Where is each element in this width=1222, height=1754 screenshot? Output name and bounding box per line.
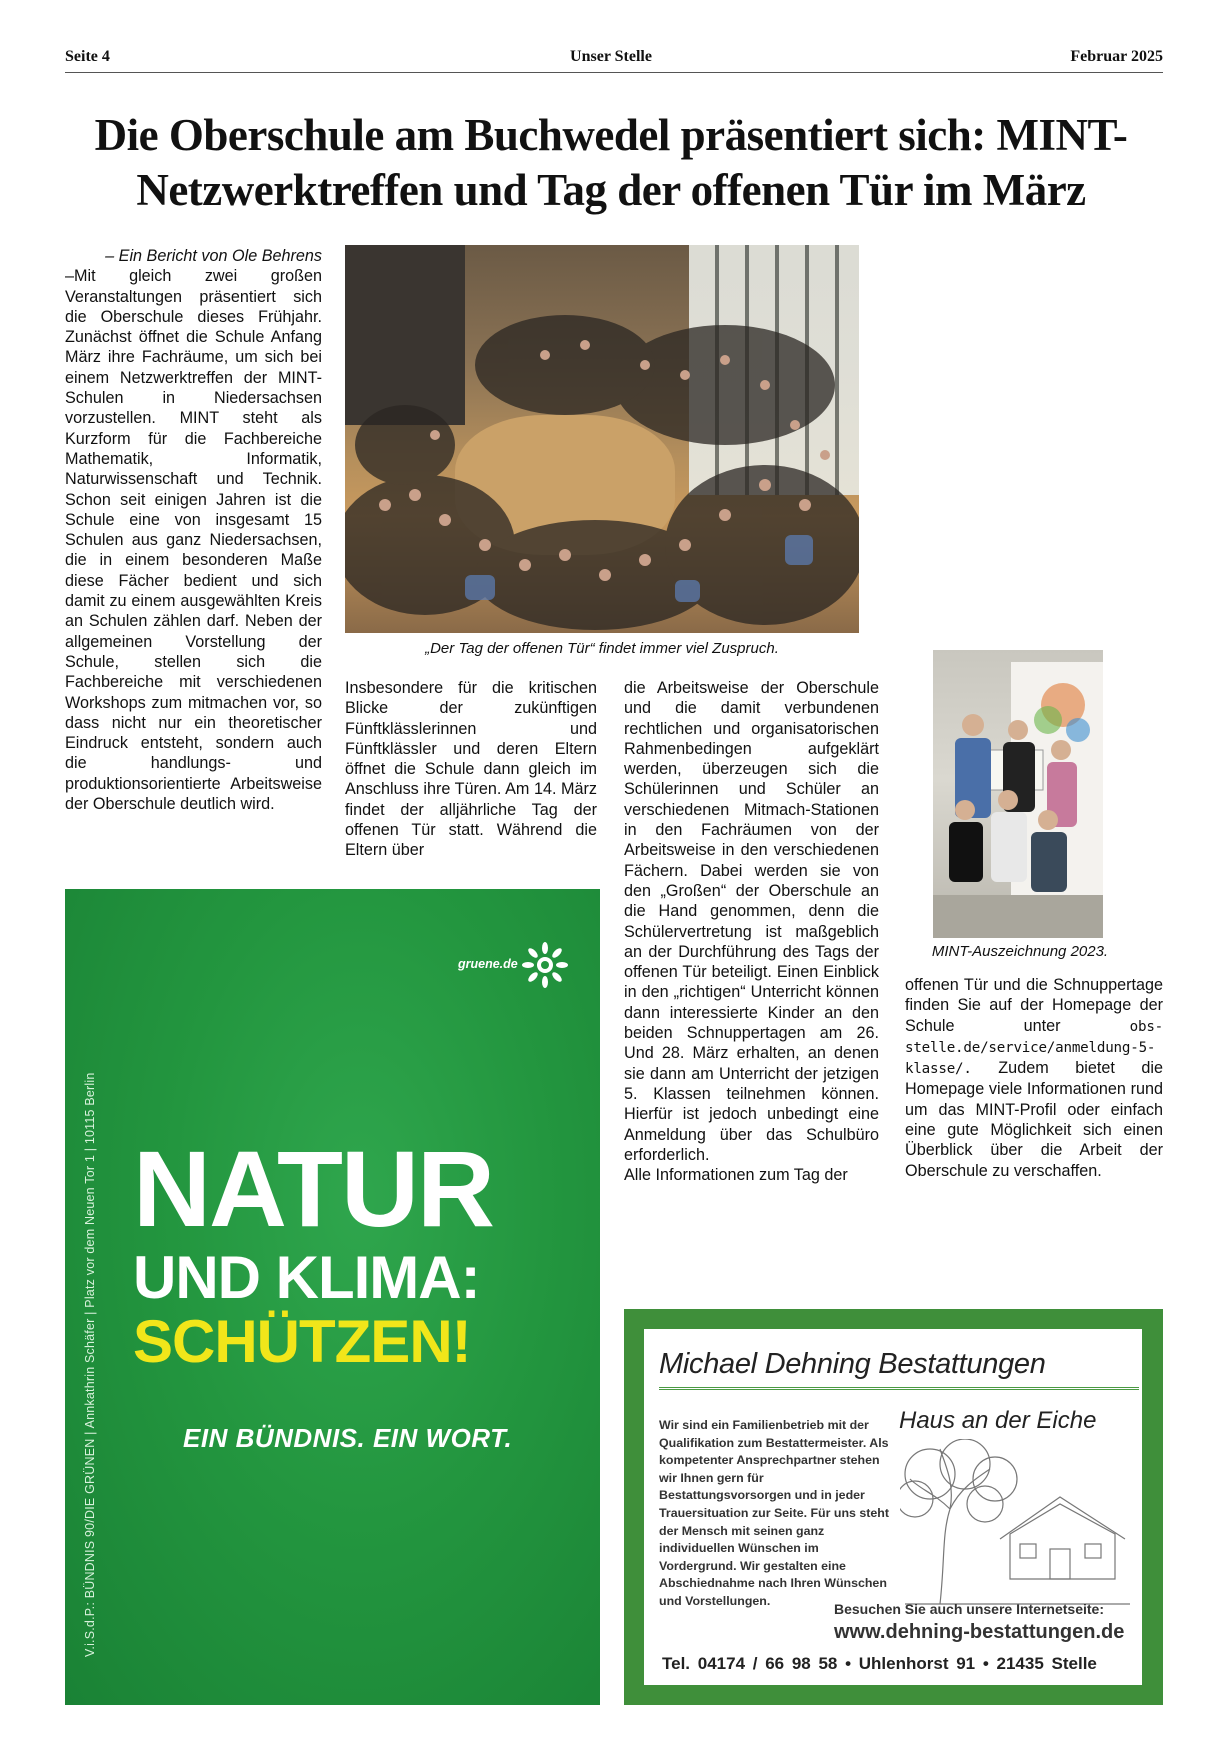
funeral-company-name: Michael Dehning Bestattungen xyxy=(659,1348,1046,1380)
column-4-text-b: Zudem bietet die Homepage viele Informationen rund um das MINT-Profil oder einfach eine gute Möglichkeit sich einen Überblick über die Arbeit der Oberschule zu verschaffen. xyxy=(905,1059,1163,1180)
title-line-2: Netzwerktreffen und Tag der offenen Tür im März xyxy=(136,165,1086,215)
crowd-illustration xyxy=(345,245,859,633)
caption-mint-award: MINT-Auszeichnung 2023. xyxy=(931,943,1109,960)
funeral-website[interactable]: www.dehning-bestattungen.de xyxy=(834,1621,1125,1643)
funeral-subtitle: Haus an der Eiche xyxy=(899,1407,1097,1434)
issue-date: Februar 2025 xyxy=(1070,48,1163,65)
funeral-visit-text: Besuchen Sie auch unsere Internetseite: xyxy=(834,1601,1104,1617)
ad-dehning-bestattungen xyxy=(624,1309,1163,1705)
byline: – Ein Bericht von Ole Behrens xyxy=(105,247,322,265)
ad-headline-2: UND KLIMA: xyxy=(133,1244,480,1311)
column-3-text-2: Alle Informationen zum Tag der xyxy=(624,1166,848,1185)
header-rule xyxy=(65,72,1163,73)
ad-headline-1: NATUR xyxy=(133,1128,493,1249)
column-1-text: –Mit gleich zwei großen Veranstaltungen präsentiert sich die Oberschule dieses Frühjahr. Zunächst öffnet die Schule Anfang März ihre Fachräume, um sich bei einem Netzwerktreffen der MINT-Schulen in Niedersachsen vorzustellen. MINT steht als Kurzform für die Fachbereiche Mathematik, Informatik, Naturwissenschaft und Technik. Schon seit einigen Jahren ist die Schule eine von insgesamt 15 Schulen aus ganz Niedersachsen, die in einem besonderen Maße diese Fächer bedient und sich damit zu einem ausgewählten Kreis an Schulen zählen darf. Neben der allgemeinen Vorstellung der Schule, stellen sich die Fachbereiche mit verschiedenen Workshops zum mitmachen vor, so dass nicht nur ein theoretischer Eindruck entsteht, sondern auch die handlungs- und produktionsorientierte Arbeitsweise der Oberschule deutlich wird. xyxy=(65,267,322,814)
article-column-3 xyxy=(624,678,879,1185)
caption-open-day: „Der Tag der offenen Tür“ findet immer viel Zuspruch. xyxy=(425,640,779,657)
title-line-1: Die Oberschule am Buchwedel präsentiert sich: MINT- xyxy=(94,110,1128,160)
funeral-body-text: Wir sind ein Familienbetrieb mit der Qualifikation zum Bestattermeister. Als kompetenter Ansprechpartner stehen wir Ihnen gern für Bestattungsvorsorgen und in jeder Trauersituation zur Seite. Für uns steht der Mensch mit seinen ganz individuellen Wünschen im Vordergrund. Wir gestalten eine Abschiednahme nach Ihren Wünschen und Vorstellungen. xyxy=(659,1418,889,1608)
column-4-text-a: offenen Tür und die Schnuppertage finden Sie auf der Homepage der Schule unter xyxy=(905,976,1163,1035)
publication-name: Unser Stelle xyxy=(570,48,652,65)
ad-slogan: EIN BÜNDNIS. EIN WORT. xyxy=(183,1423,513,1453)
tree-house-illustration xyxy=(900,1439,1135,1609)
page-number: Seite 4 xyxy=(65,48,110,65)
photo-mint-award xyxy=(933,650,1103,938)
ad-headline-3: SCHÜTZEN! xyxy=(133,1308,471,1375)
company-underline xyxy=(659,1387,1139,1390)
photo-open-day-crowd xyxy=(345,245,859,633)
article-column-4 xyxy=(905,975,1163,1181)
sunflower-icon xyxy=(522,942,568,988)
column-3-text: die Arbeitsweise der Oberschule und die damit verbundenen rechtlichen und organisatorischen Rahmenbedingen aufgeklärt werden, überzeugen sich die Schülerinnen und Schüler an verschiedenen Mitmach-Stationen in den Fachräumen von der Arbeitsweise in den verschiedenen Fächern. Dabei werden sie von den „Großen“ der Oberschule an die Hand genommen, denn die Schülervertretung ist maßgeblich an der Durchführung des Tags der offenen Tür beteiligt. Einen Einblick in den „richtigen“ Unterricht können dann interessierte Kinder an den beiden Schnuppertagen am 26. Und 28. März erhalten, an denen sie dann am Unterricht der jetzigen 5. Klassen teilnehmen können. Hierfür ist jedoch unbedingt eine Anmeldung über das Schulbüro erforderlich. xyxy=(624,679,879,1164)
funeral-contact: Tel. 04174 / 66 98 58 • Uhlenhorst 91 • 21435 Stelle xyxy=(662,1654,1097,1673)
ad-gruene xyxy=(65,889,600,1705)
article-column-2 xyxy=(345,678,597,861)
ad-imprint: V.i.S.d.P.: BÜNDNIS 90/DIE GRÜNEN | Annkathrin Schäfer | Platz vor dem Neuen Tor 1 | 10115 Berlin xyxy=(83,1072,97,1657)
article-column-1 xyxy=(65,246,322,814)
column-2-text: Insbesondere für die kritischen Blicke der zukünftigen Fünftklässlerinnen und Fünftklässler und deren Eltern öffnet die Schule dann gleich im Anschluss ihre Türen. Am 14. März findet der alljährliche Tag der offenen Tür statt. Während die Eltern über xyxy=(345,679,597,860)
school-url: obs-stelle.de/service/anmeldung-5-klasse/. xyxy=(905,1018,1164,1078)
article-title xyxy=(60,108,1162,218)
ad-website: gruene.de xyxy=(458,957,518,971)
